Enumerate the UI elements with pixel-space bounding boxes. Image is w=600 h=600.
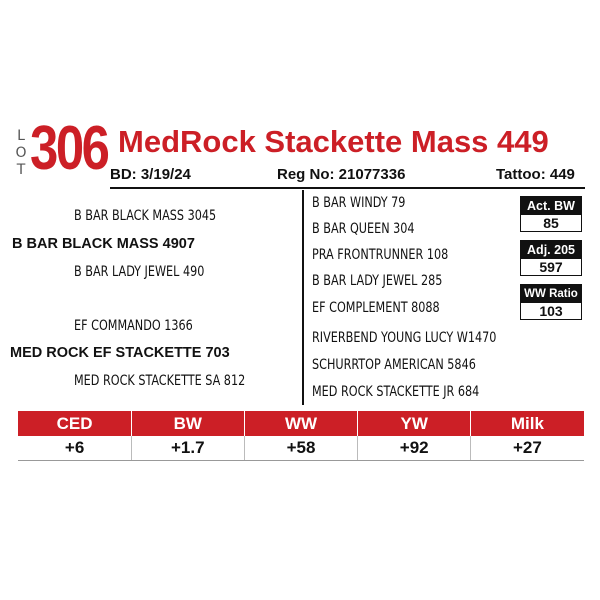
lot-letter: O [15,145,27,161]
epd-value-separator [244,436,245,460]
lot-number: 306 [30,114,108,183]
lot-letter: L [17,128,25,144]
lot-label [14,128,28,179]
stat-label: Adj. 205 [521,241,581,259]
pedigree-right-item: RIVERBEND YOUNG LUCY W1470 [312,330,497,346]
stat-value: 103 [521,303,581,319]
epd-value-separator [357,436,358,460]
lot-letter: T [16,162,26,178]
registration-label: Reg No: [277,166,335,183]
epd-value-milk: +27 [512,438,542,457]
epd-value-ced: +6 [64,438,85,457]
registration-number [277,166,405,183]
birth-date [110,166,191,183]
tattoo-value: 449 [549,166,575,183]
epd-value-bw: +1.7 [171,438,205,457]
epd-value-separator [131,436,132,460]
registration-value: 21077336 [338,166,406,183]
info-bar [110,166,584,188]
pedigree-right-item: B BAR QUEEN 304 [312,221,415,237]
epd-value-yw: +92 [399,438,429,457]
pedigree-sire-dam: B BAR LADY JEWEL 490 [74,264,205,280]
pedigree-right-item: PRA FRONTRUNNER 108 [312,247,449,263]
epd-value-ww: +58 [286,438,316,457]
stat-box-actual-bw [520,196,582,232]
stat-value: 597 [521,259,581,275]
tattoo [496,166,575,183]
stat-label: WW Ratio [521,285,581,303]
pedigree-sire: B BAR BLACK MASS 4907 [12,236,195,252]
stat-label: Act. BW [521,197,581,215]
epd-header-separator [470,411,471,436]
birth-date-value: 3/19/24 [140,166,191,183]
header-divider [110,187,585,189]
epd-header-ced: CED [56,414,93,433]
epd-header-separator [131,411,132,436]
pedigree-dam-dam: MED ROCK STACKETTE SA 812 [74,373,246,389]
epd-header-ww: WW [284,414,318,433]
epd-header-separator [357,411,358,436]
epd-table [18,411,584,461]
stat-box-ww-ratio [520,284,582,320]
stat-box-adj-205 [520,240,582,276]
epd-value-row [18,436,584,461]
pedigree-right-item: MED ROCK STACKETTE JR 684 [312,384,480,400]
tattoo-label: Tattoo: [496,166,546,183]
birth-date-label: BD: [110,166,137,183]
epd-header-yw: YW [400,414,428,433]
pedigree-dam-sire: EF COMMANDO 1366 [74,318,193,334]
pedigree-divider [302,190,304,405]
epd-header-milk: Milk [510,414,544,433]
stat-value: 85 [521,215,581,231]
pedigree-dam: MED ROCK EF STACKETTE 703 [10,345,230,361]
pedigree-right-item: B BAR WINDY 79 [312,195,406,211]
epd-header-row [18,411,584,436]
epd-value-separator [470,436,471,460]
pedigree-right-item: EF COMPLEMENT 8088 [312,300,440,316]
pedigree-sire-sire: B BAR BLACK MASS 3045 [74,208,217,224]
pedigree-right-item: SCHURRTOP AMERICAN 5846 [312,357,476,373]
animal-name: MedRock Stackette Mass 449 [118,124,549,159]
epd-header-separator [244,411,245,436]
epd-header-bw: BW [173,414,202,433]
pedigree-right-item: B BAR LADY JEWEL 285 [312,273,443,289]
